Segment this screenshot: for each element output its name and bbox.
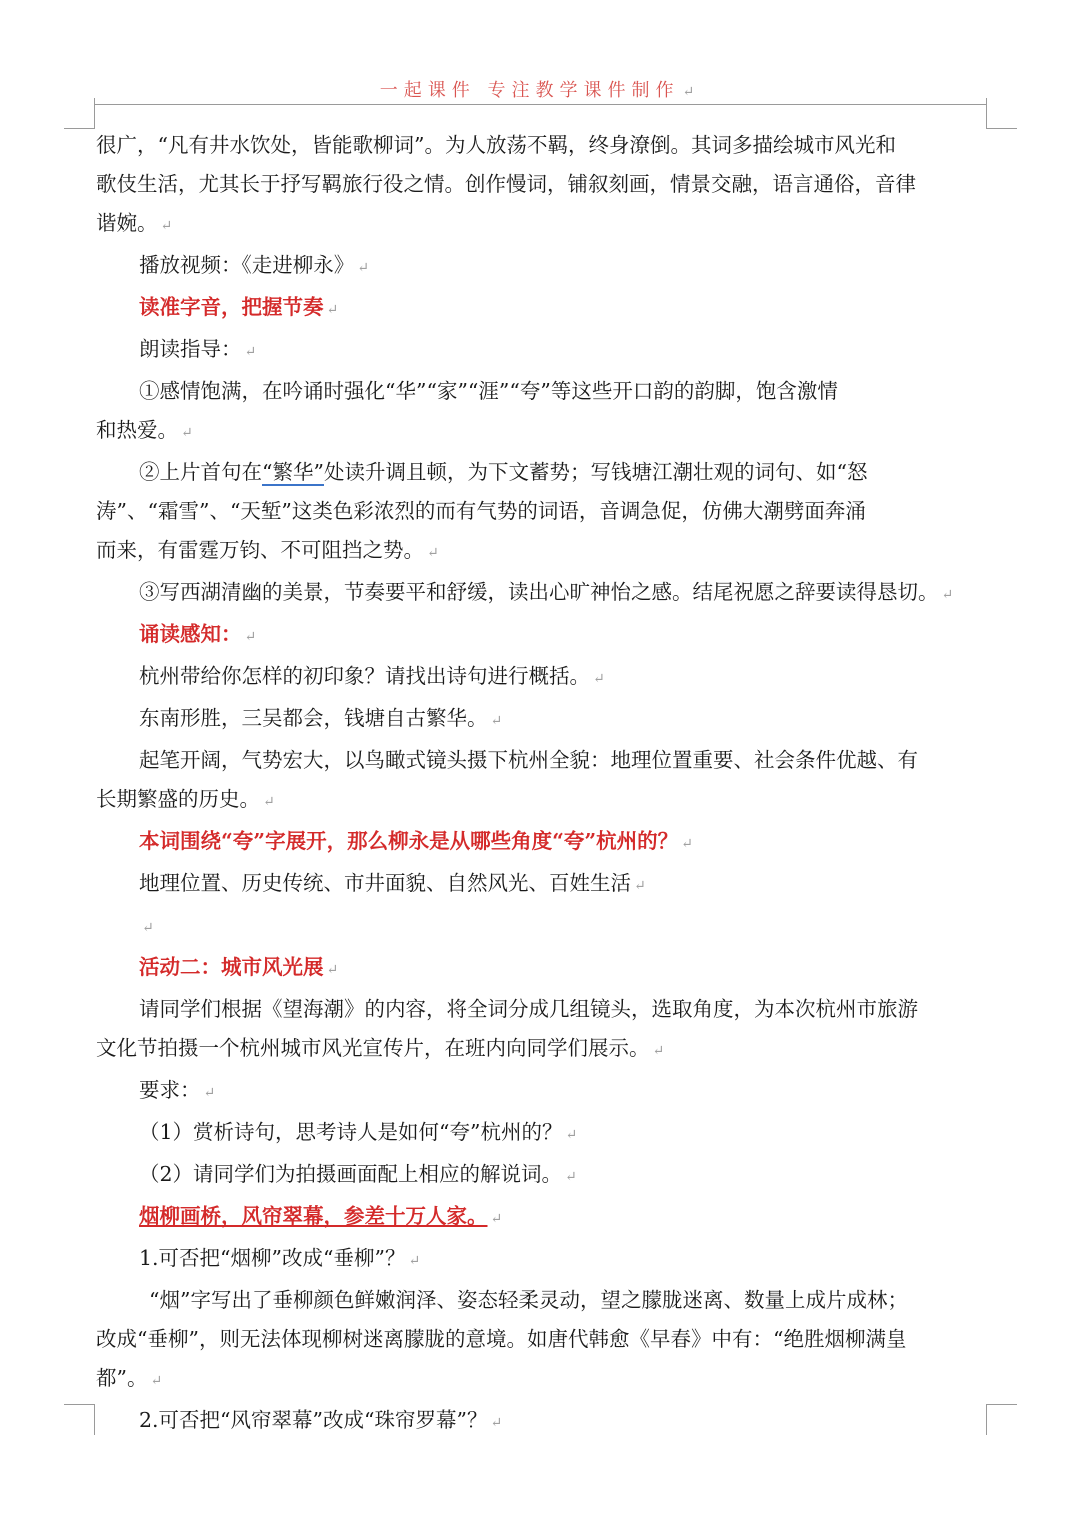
header-divider xyxy=(94,104,986,105)
text-line xyxy=(96,1029,976,1071)
text-line xyxy=(96,573,976,615)
line-text xyxy=(139,460,867,486)
line-text: ①感情饱满，在吟诵时强化“华”“家”“涯”“夸”等这些开口韵的韵脚，饱含激情 xyxy=(139,379,838,403)
text-line xyxy=(96,126,976,165)
line-text: （2）请同学们为拍摄画面配上相应的解说词。 xyxy=(139,1162,563,1186)
margin-corner-bottom-left xyxy=(64,1404,95,1435)
text-line xyxy=(96,1359,976,1401)
paragraph-mark-icon: ↵ xyxy=(427,545,439,561)
paragraph-mark-icon: ↵ xyxy=(490,1415,503,1431)
text-line xyxy=(96,1239,976,1281)
paragraph-mark-icon: ↵ xyxy=(490,713,503,729)
paragraph-mark-icon: ↵ xyxy=(652,1043,665,1059)
paragraph-mark-icon: ↵ xyxy=(941,587,954,603)
line-text: ③写西湖清幽的美景，节奏要平和舒缓，读出心旷神怡之感。结尾祝愿之辞要读得恳切。 xyxy=(139,580,939,604)
line-text: 改成“垂柳”，则无法体现柳树迷离朦胧的意境。如唐代韩愈《早春》中有：“绝胜烟柳满皇 xyxy=(96,1327,907,1351)
text-line xyxy=(96,906,976,948)
paragraph-mark-icon: ↵ xyxy=(408,1253,421,1269)
paragraph-mark-icon: ↵ xyxy=(203,1085,216,1101)
paragraph-mark-icon: ↵ xyxy=(326,962,339,978)
page-header xyxy=(0,76,1080,102)
line-text: 请同学们根据《望海潮》的内容，将全词分成几组镜头，选取角度，为本次杭州市旅游 xyxy=(139,997,918,1021)
margin-corner-top-left xyxy=(64,98,95,129)
line-text: 都”。 xyxy=(96,1366,148,1390)
text-line xyxy=(96,615,976,657)
paragraph-mark-icon: ↵ xyxy=(565,1169,577,1185)
paragraph-mark-icon: ↵ xyxy=(682,84,701,100)
paragraph-mark-icon: ↵ xyxy=(244,344,257,360)
line-text: 长期繁盛的历史。 xyxy=(96,787,260,811)
line-text: 很广，“凡有井水饮处，皆能歌柳词”。为人放荡不羁，终身潦倒。其词多描绘城市风光和 xyxy=(96,133,896,157)
text-line xyxy=(96,1155,976,1197)
text-line xyxy=(96,864,976,906)
line-text: “烟”字写出了垂柳颜色鲜嫩润泽、姿态轻柔灵动，望之朦胧迷离、数量上成片成林； xyxy=(149,1288,908,1312)
line-text: 起笔开阔，气势宏大，以鸟瞰式镜头摄下杭州全貌：地理位置重要、社会条件优越、有 xyxy=(139,748,918,772)
text-line xyxy=(96,990,976,1029)
paragraph-mark-icon: ↵ xyxy=(181,425,193,441)
text-line xyxy=(96,165,976,204)
line-text: 而来，有雷霆万钧、不可阻挡之势。 xyxy=(96,538,424,562)
paragraph-mark-icon: ↵ xyxy=(681,836,693,852)
line-text: 东南形胜，三吴都会，钱塘自古繁华。 xyxy=(139,706,488,730)
paragraph-mark-icon: ↵ xyxy=(593,671,605,687)
paragraph-mark-icon: ↵ xyxy=(263,794,275,810)
paragraph-mark-icon: ↵ xyxy=(490,1211,503,1227)
line-text: 烟柳画桥，风帘翠幕，参差十万人家。 xyxy=(139,1204,488,1228)
text-line xyxy=(96,1320,976,1359)
text-line xyxy=(96,1197,976,1239)
line-text: 诵读感知： xyxy=(139,622,242,646)
emphasis-fanhua: “繁华” xyxy=(262,460,324,484)
line-text: 地理位置、历史传统、市井面貌、自然风光、百姓生活 xyxy=(139,871,631,895)
text-line xyxy=(96,411,976,453)
margin-corner-top-right xyxy=(986,98,1017,129)
line-text: 1.可否把“烟柳”改成“垂柳”？ xyxy=(139,1246,406,1270)
line-text: 歌伎生活，尤其长于抒写羁旅行役之情。创作慢词，铺叙刻画，情景交融，语言通俗，音律 xyxy=(96,172,916,196)
paragraph-mark-icon: ↵ xyxy=(357,260,369,276)
text-line xyxy=(96,741,976,780)
text-line xyxy=(96,699,976,741)
text-line xyxy=(96,948,976,990)
line-text: 涛”、“霜雪”、“天堑”这类色彩浓烈的而有气势的词语，音调急促，仿佛大潮劈面奔涌 xyxy=(96,499,866,523)
line-text: 朗读指导： xyxy=(139,337,242,361)
paragraph-mark-icon: ↵ xyxy=(326,302,339,318)
line-text: 杭州带给你怎样的初印象？请找出诗句进行概括。 xyxy=(139,664,590,688)
line-text: 和热爱。 xyxy=(96,418,178,442)
text-line xyxy=(96,453,976,492)
text-line xyxy=(96,780,976,822)
line-text: 2.可否把“风帘翠幕”改成“珠帘罗幕”？ xyxy=(139,1408,488,1432)
margin-corner-bottom-right xyxy=(986,1404,1017,1435)
text-line xyxy=(96,246,976,288)
line-text: 播放视频：《走进柳永》 xyxy=(139,253,355,277)
text-line xyxy=(96,1281,976,1320)
text-line xyxy=(96,822,976,864)
paragraph-mark-icon: ↵ xyxy=(634,878,646,894)
paragraph-mark-icon: ↵ xyxy=(160,218,173,234)
text-line xyxy=(96,1071,976,1113)
line-text-post: 处读升调且顿，为下文蓄势；写钱塘江潮壮观的词句、如“怒 xyxy=(323,460,868,484)
line-text: 要求： xyxy=(139,1078,201,1102)
line-text: 谐婉。 xyxy=(96,211,158,235)
paragraph-mark-icon: ↵ xyxy=(150,1373,163,1389)
line-text: 文化节拍摄一个杭州城市风光宣传片，在班内向同学们展示。 xyxy=(96,1036,650,1060)
text-line xyxy=(96,531,976,573)
text-line xyxy=(96,1401,976,1443)
line-text: 活动二：城市风光展 xyxy=(139,955,324,979)
line-text: 本词围绕“夸”字展开，那么柳永是从哪些角度“夸”杭州的？ xyxy=(139,829,679,853)
paragraph-mark-icon: ↵ xyxy=(142,920,154,936)
text-line xyxy=(96,288,976,330)
text-line xyxy=(96,1113,976,1155)
text-line xyxy=(96,330,976,372)
paragraph-mark-icon: ↵ xyxy=(244,629,257,645)
line-text: 读准字音，把握节奏 xyxy=(139,295,324,319)
text-line xyxy=(96,372,976,411)
paragraph-mark-icon: ↵ xyxy=(565,1127,578,1143)
document-body xyxy=(96,126,976,1443)
line-text: （1）赏析诗句，思考诗人是如何“夸”杭州的？ xyxy=(139,1120,563,1144)
line-text-pre: ②上片首句在 xyxy=(139,460,262,484)
text-line xyxy=(96,204,976,246)
header-text: 一起课件 专注教学课件制作 xyxy=(379,80,680,101)
text-line xyxy=(96,492,976,531)
text-line xyxy=(96,657,976,699)
